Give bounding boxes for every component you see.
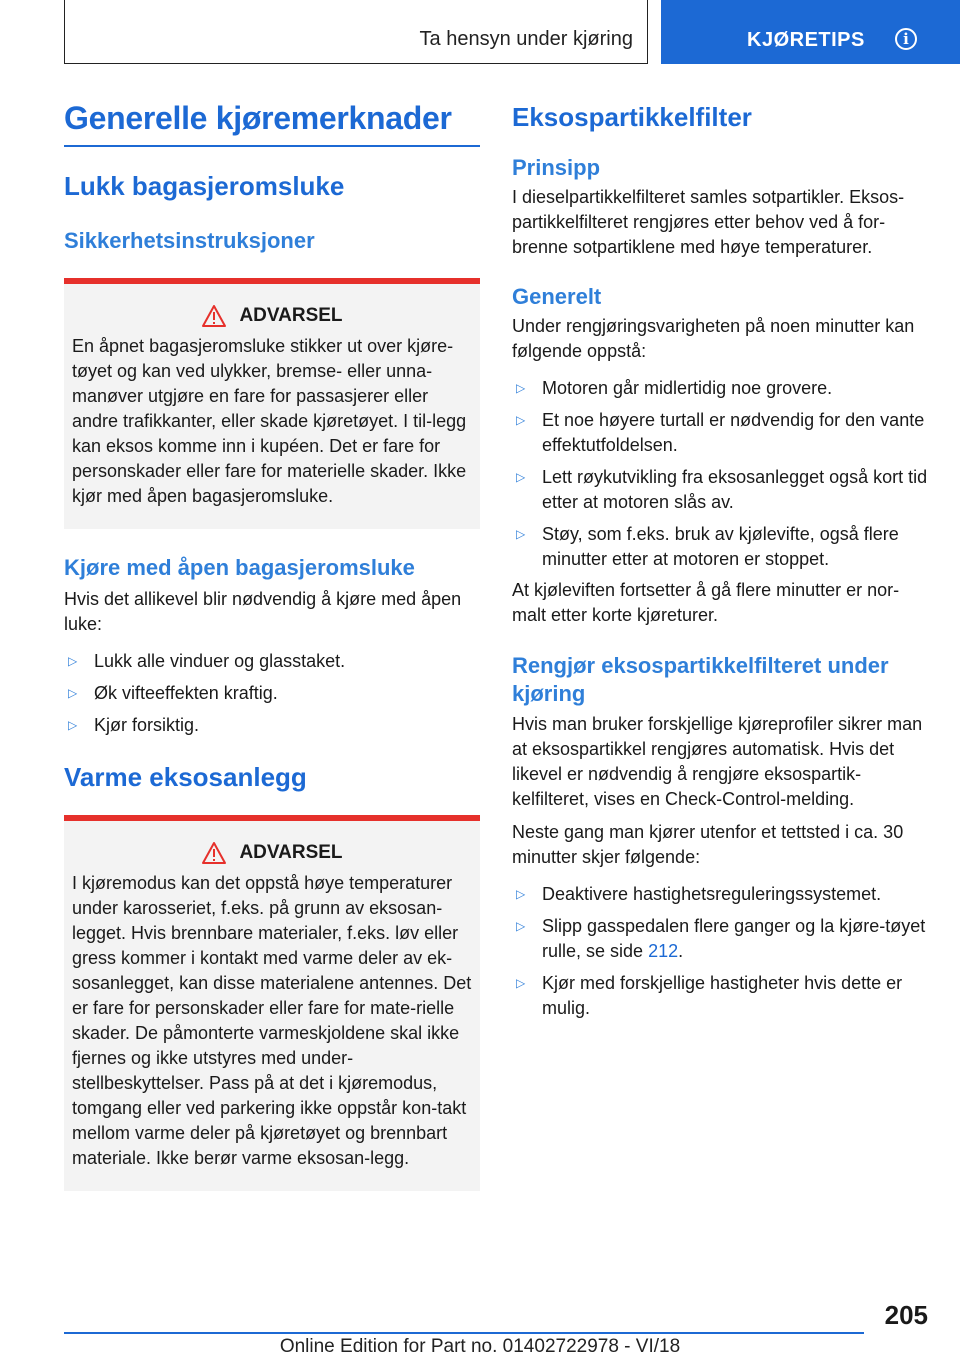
heading-kjore-med-apen: Kjøre med åpen bagasjeromsluke: [64, 555, 415, 580]
list-rengjor: [512, 882, 928, 1021]
heading-generelt: Generelt: [512, 284, 602, 309]
list-kjore: [64, 649, 480, 738]
page-link-212[interactable]: 212: [648, 941, 679, 961]
bullet-icon: ▷: [516, 470, 526, 484]
paragraph-generelt: Under rengjøringsvarigheten på noen minutter kan følgende oppstå:: [512, 316, 915, 361]
header-chapter-tab[interactable]: [661, 0, 960, 64]
warning-text: En åpnet bagasjeromsluke stikker ut over kjøre-tøyet og kan ved ulykker, bremse- eller unna-manøver utgjøre en fare for passasjerer eller andre trafikkanter, eller skade kjøretøyet. I til-legg kan eksos komme inn i kupéen. Det er fare for personskader eller fare for materielle skader. Ikke kjør med åpen bagasjeromsluke.: [72, 336, 467, 506]
list-item: ▷ Kjør med forskjellige hastigheter hvis dette er mulig.: [516, 973, 903, 1018]
paragraph-kjore: Hvis det allikevel blir nødvendig å kjøre med åpen luke:: [64, 589, 462, 634]
heading-lukk-bagasjeromsluke: Lukk bagasjeromsluke: [64, 171, 345, 201]
paragraph-rengjor-1: Hvis man bruker forskjellige kjøreprofiler sikrer man at eksospartikkel rengjøres automatisk. Hvis det likevel er nødvendig å rengjøre eksospartik-kelfilteret, vises en Check-Control-melding.: [512, 714, 923, 809]
right-column: [512, 100, 928, 1021]
heading-eksospartikkelfilter: Eksospartikkelfilter: [512, 102, 752, 132]
page-number: 205: [884, 1300, 928, 1330]
list-item: ▷ Støy, som f.eks. bruk av kjølevifte, også flere minutter etter at motoren er stoppet.: [516, 524, 899, 569]
warning-text: I kjøremodus kan det oppstå høye temperaturer under karosseriet, f.eks. på grunn av eksosan-legget. Hvis brennbare materialer, f.eks. løv eller gress kommer i kontakt med varme deler av ek-sosanlegget, kan disse materialene antennes. Det er fare for personskader eller fare for mate-rielle skader. De påmonterte varmeskjoldene skal ikke fjernes og ikke utstyres med under-stellbeskyttelser. Pass på at det i kjøremodus, tomgang eller ved parkering ikke oppstår kon-takt mellom varme deler på kjøretøyet og brennbart materiale. Ikke berør varme eksosan-legg.: [72, 873, 472, 1168]
bullet-icon: ▷: [516, 381, 526, 395]
paragraph-rengjor-2: Neste gang man kjører utenfor et tettsted i ca. 30 minutter skjer følgende:: [512, 822, 904, 867]
warning-label: ADVARSEL: [239, 305, 343, 326]
warning-triangle-icon: [201, 304, 227, 328]
list-item: ▷ Øk vifteeffekten kraftig.: [64, 681, 480, 706]
list-item: ▷ Kjør forsiktig.: [64, 713, 480, 738]
bullet-icon: ▷: [516, 527, 526, 541]
heading-prinsipp: Prinsipp: [512, 155, 601, 180]
warning-label: ADVARSEL: [239, 842, 343, 863]
list-item: ▷ Lett røykutvikling fra eksosanlegget også kort tid etter at motoren slås av.: [516, 467, 928, 512]
warning-triangle-icon: [201, 841, 227, 865]
heading-rengjor: Rengjør eksospartikkelfilteret under kjøring: [512, 653, 889, 706]
heading-sikkerhetsinstruksjoner: Sikkerhetsinstruksjoner: [64, 228, 315, 253]
warning-box-open-tailgate: [64, 278, 480, 529]
header-section-title: Ta hensyn under kjøring: [419, 28, 633, 50]
bullet-icon: ▷: [516, 887, 526, 901]
left-column: [64, 100, 480, 1191]
bullet-icon: ▷: [516, 919, 526, 933]
warning-box-hot-exhaust: [64, 815, 480, 1191]
list-generelt: [512, 376, 928, 572]
bullet-icon: ▷: [68, 718, 78, 732]
page-title: Generelle kjøremerknader: [64, 100, 480, 147]
warning-header: [72, 841, 472, 865]
list-item: ▷ Slipp gasspedalen flere ganger og la kjøre-tøyet rulle, se side 212.: [516, 916, 926, 961]
list-item: ▷ Lukk alle vinduer og glasstaket.: [64, 649, 480, 674]
info-icon[interactable]: i: [895, 28, 917, 50]
paragraph-prinsipp: I dieselpartikkelfilteret samles sotpartikler. Eksos-partikkelfilteret rengjøres etter behov ved å for-brenne sotpartiklene med høye temperaturer.: [512, 187, 905, 257]
footer-divider: [64, 1332, 864, 1334]
header-chapter-title: KJØRETIPS: [747, 29, 865, 51]
bullet-icon: ▷: [516, 976, 526, 990]
warning-header: [72, 304, 472, 328]
heading-varme-eksosanlegg: Varme eksosanlegg: [64, 762, 307, 792]
bullet-icon: ▷: [516, 413, 526, 427]
header-section-box: [64, 0, 648, 64]
bullet-icon: ▷: [68, 654, 78, 668]
paragraph-generelt-after: At kjøleviften fortsetter å gå flere minutter er nor-malt etter korte kjøreturer.: [512, 580, 900, 625]
list-item: ▷ Motoren går midlertidig noe grovere.: [512, 376, 928, 401]
list-item: ▷ Et noe høyere turtall er nødvendig for den vante effektutfoldelsen.: [516, 410, 925, 455]
footer-edition: Online Edition for Part no. 01402722978 - VI/18: [279, 1336, 681, 1357]
list-item: ▷ Deaktivere hastighetsreguleringssystemet.: [512, 882, 928, 907]
bullet-icon: ▷: [68, 686, 78, 700]
